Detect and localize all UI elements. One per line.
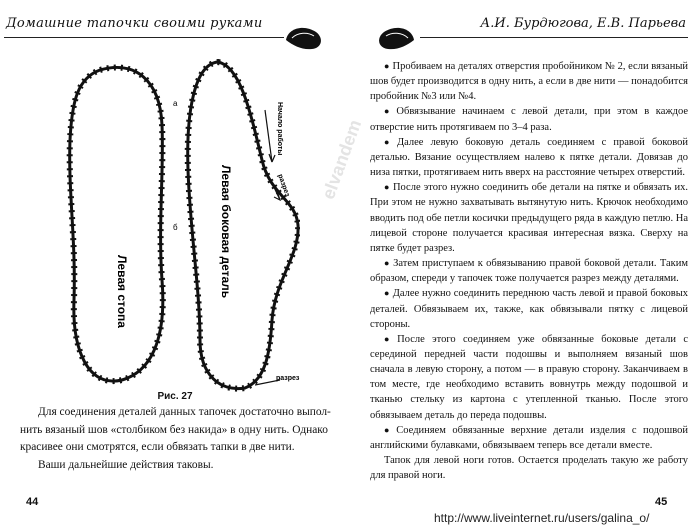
page-number-left: 44 (26, 496, 39, 508)
bullet-icon: ● (384, 333, 395, 344)
paragraph: ● Соединяем обвязанные верхние детали изделия с подошвой английскими булавками, обвязываем теперь все детали вместе. (370, 424, 688, 451)
figure-title: Рис. 27 (157, 391, 193, 402)
caption-line: Ваши дальнейшие действия таковы. (38, 458, 214, 471)
point-b-label: б (173, 223, 178, 232)
bullet-icon: ● (384, 288, 390, 299)
start-work-label: Начало работы (276, 102, 283, 156)
header-rule (4, 37, 284, 38)
slipper-pattern-diagram (40, 50, 300, 395)
paragraph: ● Далее нужно соединить переднюю часть левой и правой боковых деталей. Обвязываем их, также, как обвязывали пятку с лицевой стороны. (370, 288, 688, 330)
paragraph: ● Затем приступаем к обвязыванию правой боковой детали. Таким образом, спереди у тапочек тоже получается разрез между деталями. (370, 258, 689, 285)
page-number-right: 45 (655, 496, 668, 508)
bullet-icon: ● (384, 61, 390, 71)
header-rule (420, 37, 688, 38)
sole-label: Левая стопа (115, 255, 129, 328)
bullet-icon: ● (384, 258, 391, 269)
figure-watermark: elvandem (318, 116, 366, 202)
cut-label-top: разрез (276, 173, 291, 198)
caption-line: красивее они смотрятся, если обвязать тапки в две нити. (20, 441, 295, 453)
instructions-text (370, 59, 688, 483)
cut-label-bottom: разрез (276, 375, 300, 382)
running-title: Домашние тапочки своими руками (6, 16, 263, 31)
paragraph: ● Пробиваем на деталях отверстия пробойником № 2, если вязаный шов будет производится в одну нить, а если в две нити — понадобится пробойник №3 или №4. (370, 61, 688, 103)
bullet-icon: ● (384, 136, 394, 147)
bullet-icon: ● (384, 424, 394, 435)
paragraph: ● Далее левую боковую деталь соединяем с правой боковой деталью. Вязание осуществляем налево к пятке детали. Довязав до низа пятки, протягиваем нить вверх на расстояние четырех отверстий. (370, 136, 688, 179)
side-piece-label: Левая боковая деталь (219, 165, 233, 299)
bullet-icon: ● (384, 182, 390, 193)
paragraph: ● После этого соединяем уже обвязанные боковые детали с серединой передней части подошвы и выполняем вязаный шов сначала в левую сторону, а потом — в правую сторону. Заканчиваем в том месте, где необходимо вставить вовнутрь между подошвой и тканью стельку из картона с утепленной тканью. После этого обвязываем деталь до переда подошвы. (370, 333, 689, 421)
point-a-label: а (173, 99, 178, 108)
paragraph: ● Обвязывание начинаем с левой детали, при этом в каждое отверстие нить протягиваем по 3–4 раза. (370, 106, 689, 133)
url-watermark: http://www.liveinternet.ru/users/galina_o/ (434, 511, 650, 525)
running-authors: А.И. Бурдюгова, Е.В. Парьева (480, 16, 686, 31)
paragraph: Тапок для левой ноги готов. Остается проделать такую же работу для правой ноги. (370, 455, 688, 482)
slipper-decoration-icon (372, 22, 418, 54)
bullet-icon: ● (384, 106, 394, 117)
paragraph: ● После этого нужно соединить обе детали на пятке и обвязать их. При этом не нужно захватывать вытянутую нить. Крючок необходимо вводить под обе петли косички предыдущего ряда в каждую петлю. На лицевой стороне получается красивая интересная вязка. Сверху на пятке будет разрез. (370, 182, 688, 254)
caption-line: Для соединения деталей данных тапочек достаточно выпол- (38, 406, 331, 418)
caption-line: нить вязаный шов «столбиком без накида» в одну нить. Однако (20, 423, 328, 436)
figure-caption (20, 404, 336, 474)
sole-outline (70, 67, 163, 381)
